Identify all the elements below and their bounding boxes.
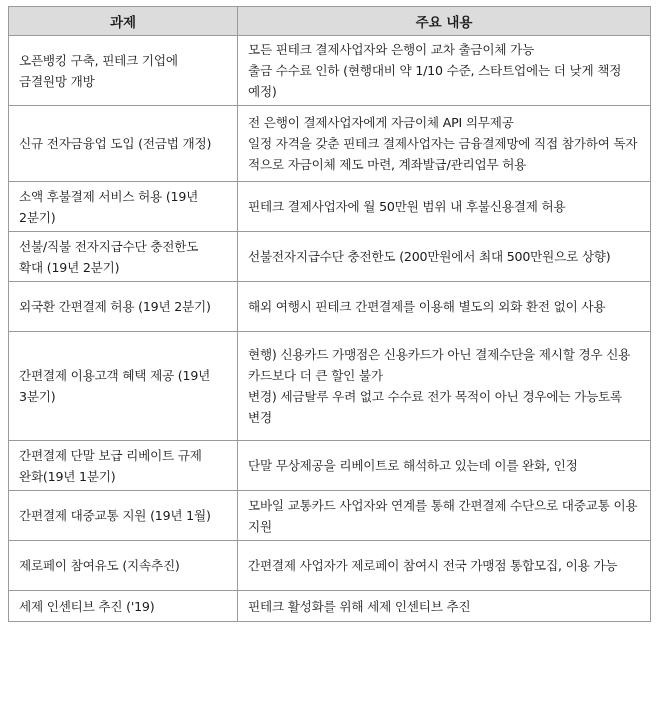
content-cell-line: 핀테크 활성화를 위해 세제 인센티브 추진 (248, 598, 471, 614)
task-cell-line: 소액 후불결제 서비스 허용 (19년 (19, 188, 199, 204)
task-cell-line: 완화(19년 1분기) (19, 468, 116, 484)
content-cell-line: 적으로 자금이체 제도 마련, 계좌발급/관리업무 허용 (248, 157, 527, 172)
content-cell-line: 카드보다 더 큰 할인 불가 (248, 368, 383, 383)
table-row (9, 36, 651, 106)
content-cell (238, 332, 651, 441)
content-cell-line: 예정) (248, 84, 277, 99)
policy-table (8, 6, 651, 622)
table-row (9, 332, 651, 441)
task-cell-line: 오픈뱅킹 구축, 핀테크 기업에 (19, 52, 178, 68)
task-cell-line: 3분기) (19, 389, 56, 404)
task-cell-line: 외국환 간편결제 허용 (19년 2분기) (19, 299, 211, 314)
content-cell-line: 선불전자지급수단 충전한도 (200만원에서 최대 500만원으로 상향) (248, 249, 611, 264)
task-cell-line: 신규 전자금융업 도입 (전금법 개정) (19, 136, 212, 151)
table-row (9, 106, 651, 182)
content-cell-line: 해외 여행시 핀테크 간편결제를 이용해 별도의 외화 환전 없이 사용 (248, 299, 606, 314)
content-cell (238, 36, 651, 106)
task-cell-line: 확대 (19년 2분기) (19, 259, 120, 275)
content-cell-line: 일정 자격을 갖춘 핀테크 결제사업자는 금융결제망에 직접 참가하여 독자 (248, 136, 638, 151)
task-cell-line: 제로페이 참여유도 (지속추진) (19, 558, 180, 573)
task-cell-line: 금결원망 개방 (19, 73, 95, 89)
content-cell (238, 282, 651, 332)
content-cell (238, 182, 651, 232)
table-row (9, 541, 651, 591)
content-cell-line: 지원 (248, 518, 272, 534)
header-content: 주요 내용 (238, 7, 651, 36)
content-cell-line: 출금 수수료 인하 (현행대비 약 1/10 수준, 스타트업에는 더 낮게 책정 (248, 63, 622, 78)
task-cell (9, 282, 238, 332)
task-cell (9, 182, 238, 232)
content-cell-line: 단말 무상제공을 리베이트로 해석하고 있는데 이를 완화, 인정 (248, 458, 578, 473)
content-cell-line: 간편결제 사업자가 제로페이 참여시 전국 가맹점 통합모집, 이용 가능 (248, 558, 618, 573)
content-cell (238, 591, 651, 622)
task-cell-line: 2분기) (19, 209, 56, 225)
task-cell-line: 간편결제 이용고객 혜택 제공 (19년 (19, 368, 211, 383)
task-cell-line: 세제 인센티브 추진 ('19) (19, 598, 155, 614)
content-cell-line: 핀테크 결제사업자에 월 50만원 범위 내 후불신용결제 허용 (248, 199, 566, 214)
task-cell (9, 591, 238, 622)
table-row (9, 182, 651, 232)
content-cell (238, 441, 651, 491)
content-cell-line: 변경 (248, 410, 272, 425)
task-cell (9, 541, 238, 591)
task-cell-line: 선불/직불 전자지급수단 충전한도 (19, 238, 199, 254)
content-cell (238, 541, 651, 591)
content-cell-line: 전 은행이 결제사업자에게 자금이체 API 의무제공 (248, 115, 514, 130)
task-cell (9, 106, 238, 182)
table-row (9, 441, 651, 491)
task-cell (9, 441, 238, 491)
content-cell-line: 모바일 교통카드 사업자와 연계를 통해 간편결제 수단으로 대중교통 이용 (248, 497, 638, 513)
table-row (9, 282, 651, 332)
content-cell (238, 491, 651, 541)
policy-table-container (8, 6, 650, 622)
task-cell (9, 232, 238, 282)
content-cell (238, 106, 651, 182)
task-cell-line: 간편결제 단말 보급 리베이트 규제 (19, 447, 202, 463)
content-cell (238, 232, 651, 282)
content-cell-line: 현행) 신용카드 가맹점은 신용카드가 아닌 결제수단을 제시할 경우 신용 (248, 347, 631, 362)
task-cell (9, 36, 238, 106)
table-row (9, 232, 651, 282)
header-task: 과제 (9, 7, 238, 36)
task-cell (9, 491, 238, 541)
table-header-row (9, 7, 651, 36)
table-row (9, 491, 651, 541)
content-cell-line: 변경) 세금탈루 우려 없고 수수료 전가 목적이 아닌 경우에는 가능토록 (248, 389, 622, 404)
task-cell-line: 간편결제 대중교통 지원 (19년 1월) (19, 508, 211, 523)
table-body (9, 36, 651, 622)
task-cell (9, 332, 238, 441)
table-row (9, 591, 651, 622)
content-cell-line: 모든 핀테크 결제사업자와 은행이 교차 출금이체 가능 (248, 42, 535, 57)
